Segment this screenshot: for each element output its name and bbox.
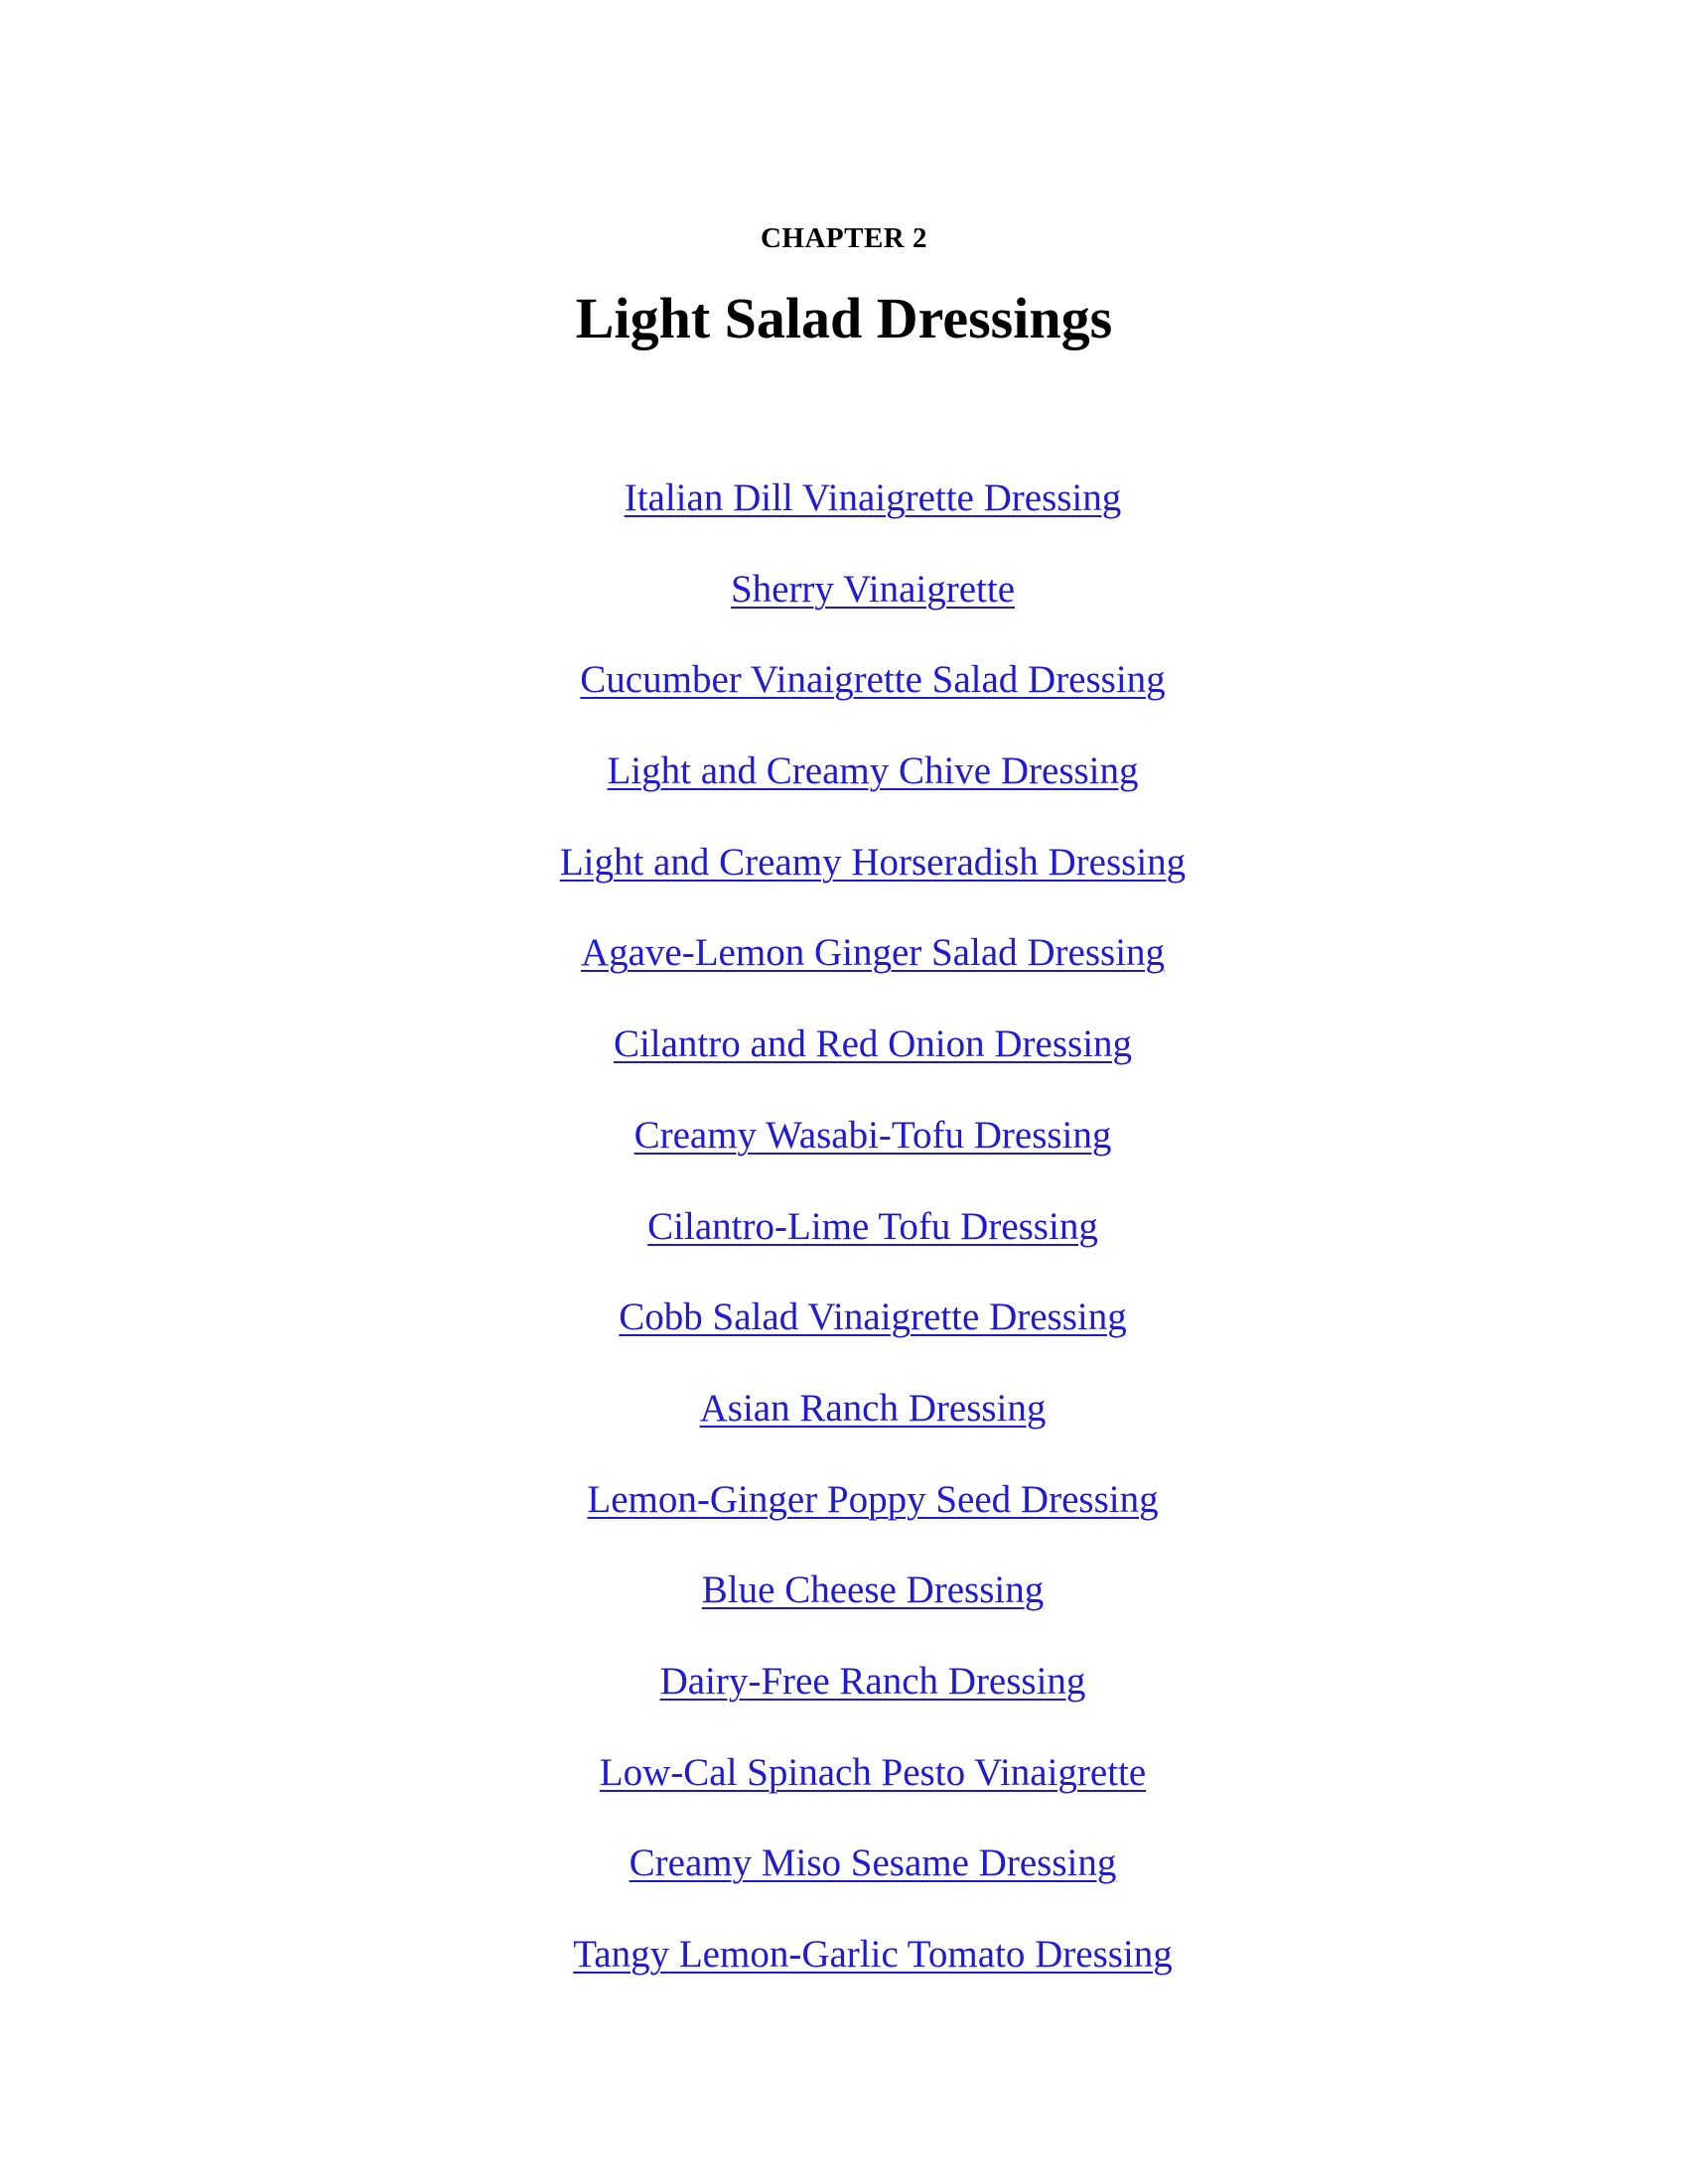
list-item	[0, 562, 1688, 653]
list-item	[0, 1745, 1688, 1837]
recipe-link-wasabi-tofu[interactable]: Creamy Wasabi-Tofu Dressing	[633, 1113, 1112, 1157]
chapter-label: CHAPTER 2	[760, 222, 928, 254]
recipe-link-dairy-free-ranch[interactable]: Dairy-Free Ranch Dressing	[659, 1659, 1086, 1703]
list-item	[0, 1563, 1688, 1654]
recipe-link-sherry-vinaigrette[interactable]: Sherry Vinaigrette	[730, 567, 1016, 611]
list-item	[0, 1108, 1688, 1199]
list-item	[0, 1654, 1688, 1745]
list-item	[0, 1927, 1688, 2018]
recipe-link-lemon-ginger-poppy-seed[interactable]: Lemon-Ginger Poppy Seed Dressing	[587, 1477, 1159, 1521]
recipe-link-italian-dill-vinaigrette[interactable]: Italian Dill Vinaigrette Dressing	[624, 477, 1122, 519]
recipe-link-creamy-horseradish[interactable]: Light and Creamy Horseradish Dressing	[559, 840, 1187, 884]
recipe-link-cobb-salad-vinaigrette[interactable]: Cobb Salad Vinaigrette Dressing	[619, 1296, 1127, 1339]
recipe-link-cilantro-lime-tofu[interactable]: Cilantro-Lime Tofu Dressing	[647, 1204, 1098, 1248]
recipe-link-cucumber-vinaigrette[interactable]: Cucumber Vinaigrette Salad Dressing	[580, 658, 1166, 702]
recipe-link-lemon-garlic-tomato[interactable]: Tangy Lemon-Garlic Tomato Dressing	[573, 1933, 1173, 1976]
list-item	[0, 925, 1688, 1017]
list-item	[0, 1836, 1688, 1927]
chapter-title: Light Salad Dressings	[575, 286, 1113, 350]
recipe-link-creamy-chive[interactable]: Light and Creamy Chive Dressing	[607, 750, 1139, 793]
list-item	[0, 835, 1688, 926]
list-item	[0, 1472, 1688, 1564]
recipe-link-cilantro-red-onion[interactable]: Cilantro and Red Onion Dressing	[613, 1023, 1133, 1066]
recipe-link-spinach-pesto[interactable]: Low-Cal Spinach Pesto Vinaigrette	[599, 1750, 1147, 1794]
list-item	[0, 744, 1688, 835]
list-item	[0, 1017, 1688, 1108]
recipe-link-agave-lemon-ginger[interactable]: Agave-Lemon Ginger Salad Dressing	[580, 931, 1166, 975]
list-item	[0, 652, 1688, 744]
list-item	[0, 1381, 1688, 1472]
recipe-link-blue-cheese[interactable]: Blue Cheese Dressing	[701, 1569, 1045, 1612]
recipe-link-miso-sesame[interactable]: Creamy Miso Sesame Dressing	[629, 1842, 1117, 1885]
recipe-link-asian-ranch[interactable]: Asian Ranch Dressing	[699, 1386, 1047, 1430]
list-item	[0, 471, 1688, 562]
list-item	[0, 1290, 1688, 1381]
recipe-link-list	[0, 471, 1688, 2018]
list-item	[0, 1199, 1688, 1291]
